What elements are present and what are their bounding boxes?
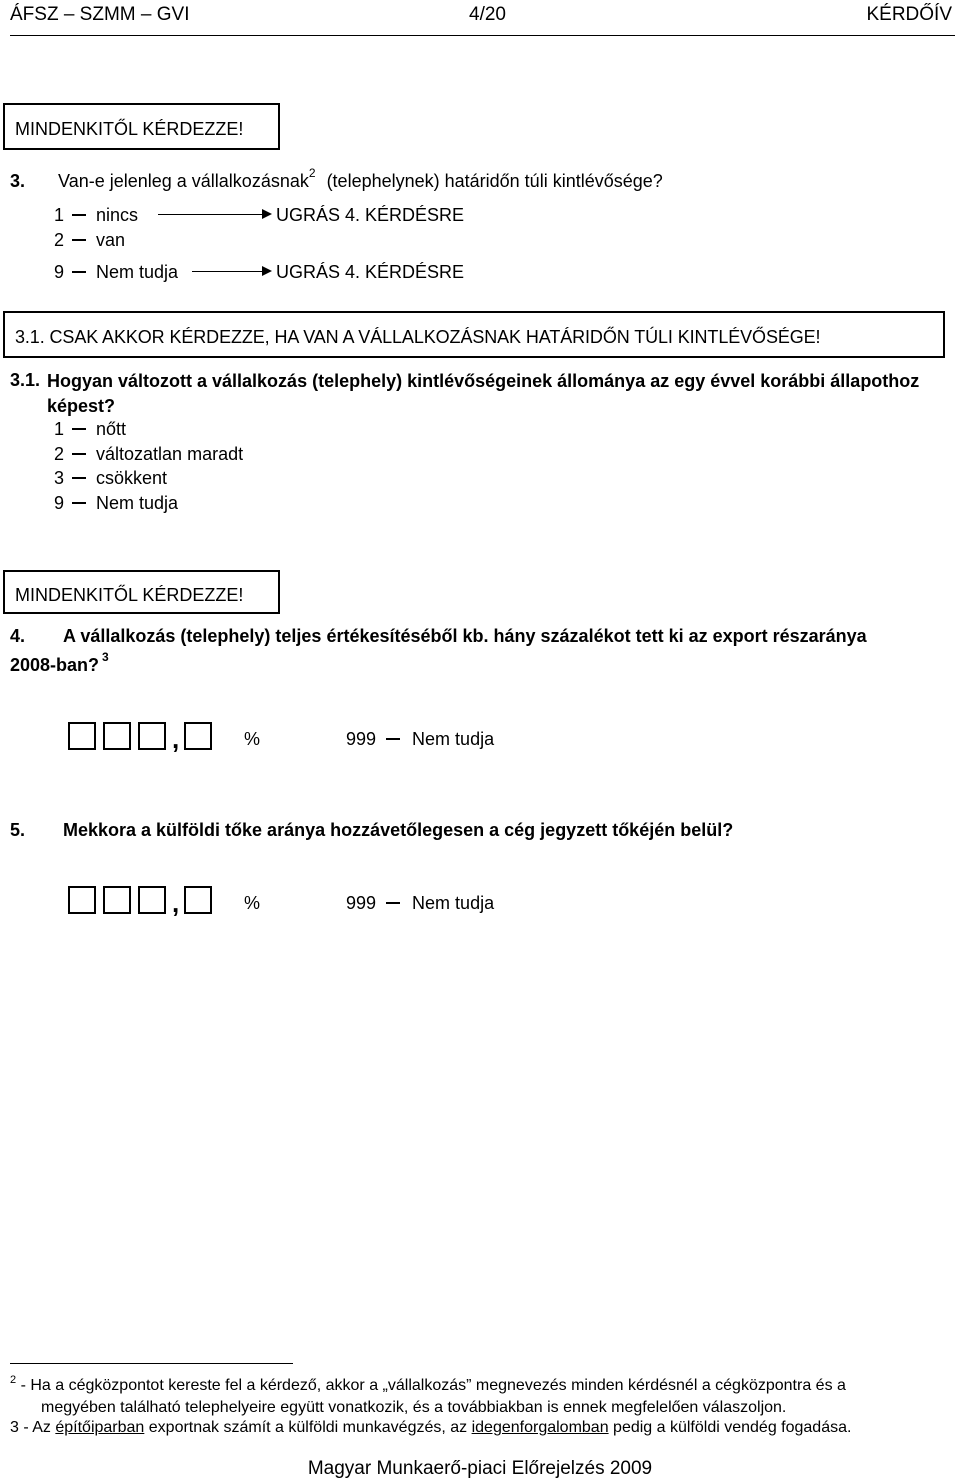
digit-box[interactable] [184, 722, 212, 750]
instruction-text: MINDENKITŐL KÉRDEZZE! [15, 585, 244, 605]
instruction-box-q4 [3, 570, 280, 614]
percent-sign: % [244, 729, 261, 749]
question-text-part2: (telephelynek) határidőn túli kintlévősége? [326, 171, 663, 191]
q31-option: 1 nőtt [54, 419, 127, 439]
instruction-box-q3 [3, 103, 280, 150]
question-3 [10, 166, 663, 194]
dash-icon [72, 428, 86, 430]
footnote-3: 3 - Az építőiparban exportnak számít a külföldi munkavégzés, az idegenforgalomban pedig a külföldi vendég fogadása. [10, 1419, 852, 1436]
percent-entry-grid[interactable] [68, 886, 218, 918]
arrow-right-icon [158, 214, 270, 215]
q3-option-2: 2 van [54, 230, 126, 250]
q31-option: 2 változatlan maradt [54, 444, 244, 464]
digit-box[interactable] [184, 886, 212, 914]
q31-option: 3 csökkent [54, 468, 168, 488]
filter-box-q31 [3, 311, 945, 358]
arrow-right-icon [192, 271, 270, 272]
digit-box[interactable] [68, 722, 96, 750]
q3-option-1: 1 nincs [54, 205, 139, 225]
dash-icon [72, 214, 86, 216]
dash-icon [72, 477, 86, 479]
dash-icon [386, 738, 400, 740]
question-4-text: A vállalkozás (telephely) teljes értékesítéséből kb. hány százalékot tett ki az export részaránya [63, 626, 867, 646]
dont-know-option: 999 Nem tudja [346, 729, 495, 749]
dont-know-option: 999 Nem tudja [346, 893, 495, 913]
footnote-2-line2: megyében található telephelyeire együtt vonatkozik, és a továbbiakban is ennek megfelelően válaszoljon. [41, 1399, 787, 1416]
question-4-text-line2: 2008-ban? $^3$ [10, 650, 109, 675]
percent-entry-grid[interactable] [68, 722, 218, 754]
digit-box[interactable] [138, 886, 166, 914]
footnote-2: $^2$ - Ha a cégközpontot kereste fel a kérdező, akkor a „vállalkozás” megnevezés minden kérdésnél a cégközpontra és a [10, 1374, 846, 1394]
instruction-text: MINDENKITŐL KÉRDEZZE! [15, 119, 244, 139]
skip-instruction: UGRÁS 4. KÉRDÉSRE [276, 262, 465, 282]
header-right: KÉRDŐÍV [866, 4, 952, 25]
q3-option-9: 9 Nem tudja [54, 262, 179, 282]
header-page-number: 4/20 [469, 4, 506, 25]
digit-box[interactable] [103, 886, 131, 914]
question-number: 4. [10, 626, 26, 646]
question-5-text: Mekkora a külföldi tőke aránya hozzávetőlegesen a cég jegyzett tőkéjén belül? [63, 820, 734, 840]
digit-box[interactable] [138, 722, 166, 750]
dash-icon [72, 239, 86, 241]
question-number: 3. [10, 171, 26, 191]
skip-instruction: UGRÁS 4. KÉRDÉSRE [276, 205, 465, 225]
percent-sign: % [244, 893, 261, 913]
header-rule [10, 35, 955, 36]
question-3-1-text: Hogyan változott a vállalkozás (telephely) kintlévőségeinek állománya az egy évvel korábbi állapothoz képest? [47, 371, 920, 416]
page-footer: Magyar Munkaerő-piaci Előrejelzés 2009 [307, 1458, 653, 1479]
question-number: 3.1. [10, 370, 41, 390]
question-text-part1: Van-e jelenleg a vállalkozásnak [58, 171, 309, 191]
header-left: ÁFSZ – SZMM – GVI [10, 4, 190, 25]
filter-text: 3.1. CSAK AKKOR KÉRDEZZE, HA VAN A VÁLLALKOZÁSNAK HATÁRIDŐN TÚLI KINTLÉVŐSÉGE! [15, 327, 821, 347]
question-number: 5. [10, 820, 26, 840]
dash-icon [72, 271, 86, 273]
decimal-comma: , [172, 724, 180, 754]
dash-icon [72, 502, 86, 504]
footnote-ref: 2 [308, 166, 316, 180]
q31-option: 9 Nem tudja [54, 493, 179, 513]
decimal-comma: , [172, 888, 180, 918]
digit-box[interactable] [68, 886, 96, 914]
footnote-ref: 3 [102, 650, 109, 664]
footnote-rule [10, 1363, 293, 1364]
dash-icon [386, 902, 400, 904]
dash-icon [72, 453, 86, 455]
digit-box[interactable] [103, 722, 131, 750]
